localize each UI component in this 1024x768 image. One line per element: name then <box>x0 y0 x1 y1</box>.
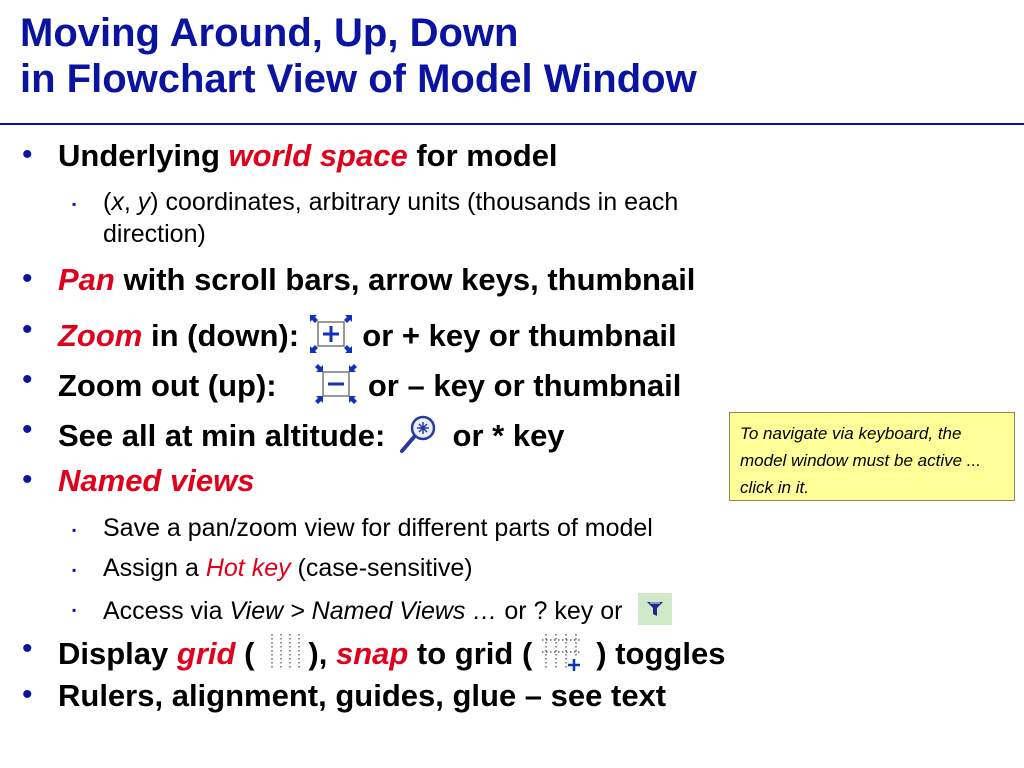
bullet-zoom-in: Zoom in (down): or + key or thumbnail <box>58 313 677 363</box>
bullet-icon: • <box>22 363 33 396</box>
keyboard-note-callout: To navigate via keyboard, the model window must be active ... click in it. <box>729 412 1015 501</box>
sub-bullet-icon: ▪ <box>72 523 77 537</box>
sub-bullet-coordinates: (x, y) coordinates, arbitrary units (thousands in each <box>103 188 679 216</box>
bullet-zoom-out: Zoom out (up): or – key or thumbnail <box>58 363 681 413</box>
zoom-out-icon <box>313 363 359 413</box>
zoom-in-icon <box>308 313 354 363</box>
named-view-icon <box>638 593 672 632</box>
bullet-icon: • <box>22 632 33 665</box>
bullet-icon: • <box>22 413 33 446</box>
sub-bullet-icon: ▪ <box>72 603 77 617</box>
sub-bullet-icon: ▪ <box>72 197 77 211</box>
grid-icon <box>264 632 308 680</box>
bullet-icon: • <box>22 463 33 496</box>
bullet-icon: • <box>22 313 33 346</box>
sub-bullet-icon: ▪ <box>72 563 77 577</box>
bullet-icon: • <box>22 678 33 711</box>
title-line-1: Moving Around, Up, Down <box>20 11 519 55</box>
title-divider <box>0 123 1024 125</box>
slide-title <box>20 10 697 102</box>
sub-bullet-access: Access via View > Named Views … or ? key or <box>103 593 672 632</box>
snap-grid-icon <box>540 632 588 680</box>
bullet-rulers: Rulers, alignment, guides, glue – see text <box>58 678 667 713</box>
bullet-world-space: Underlying world space for model <box>58 138 558 173</box>
sub-bullet-hot-key: Assign a Hot key (case-sensitive) <box>103 554 473 582</box>
title-line-2: in Flowchart View of Model Window <box>20 57 697 101</box>
bullet-pan: Pan with scroll bars, arrow keys, thumbnail <box>58 262 696 297</box>
sub-bullet-coordinates-cont: direction) <box>103 220 206 248</box>
bullet-see-all: See all at min altitude: or * key <box>58 413 565 463</box>
bullet-icon: • <box>22 138 33 171</box>
magnifier-icon <box>394 413 444 463</box>
sub-bullet-save-view: Save a pan/zoom view for different parts of model <box>103 514 653 542</box>
bullet-display-grid: Display grid ( ), snap to grid ( ) toggles <box>58 632 725 680</box>
bullet-named-views: Named views <box>58 463 255 498</box>
bullet-icon: • <box>22 262 33 295</box>
